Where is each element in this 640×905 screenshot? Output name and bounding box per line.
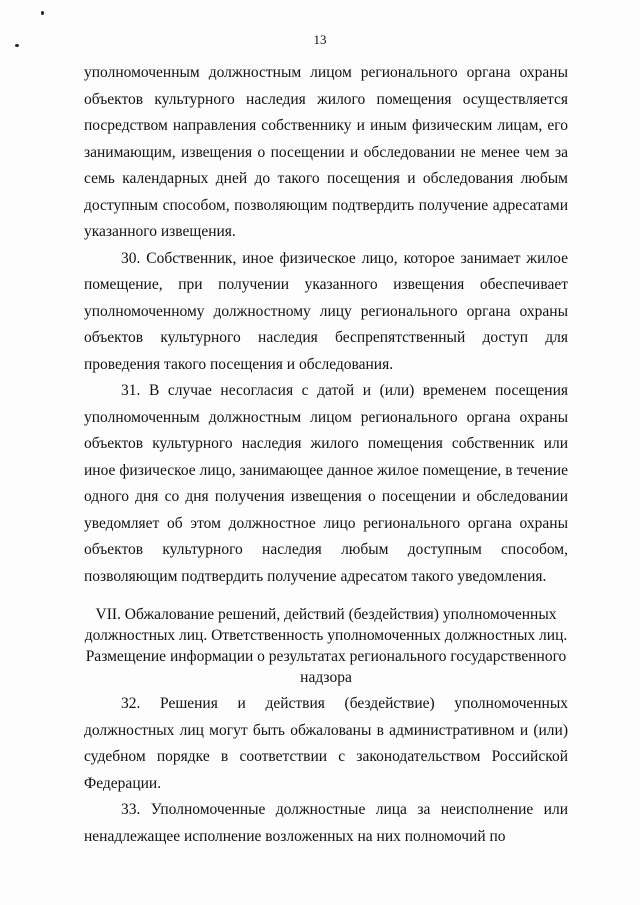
- body-text-lower: [84, 691, 568, 850]
- paragraph-32: 32. Решения и действия (бездействие) уполномоченных должностных лиц могут быть обжалованы в административном и (или) судебном порядке в соответствии с законодательством Российской Федерации.: [84, 695, 568, 792]
- paragraph-33: 33. Уполномоченные должностные лица за неисполнение или ненадлежащее исполнение возложенных на них полномочий по: [84, 801, 568, 845]
- section-heading: [84, 604, 568, 688]
- paragraph-31: 31. В случае несогласия с датой и (или) временем посещения уполномоченным должностным лицом регионального органа охраны объектов культурного наследия жилого помещения собственник или иное физическое лицо, занимающее данное жилое помещение, в течение одного дня со дня получения извещения о посещении и обследовании уведомляет об этом должностное лицо регионального органа охраны объектов культурного наследия любым доступным способом, позволяющим подтвердить получение адресатом такого уведомления.: [84, 382, 568, 585]
- section-heading-line: VII. Обжалование решений, действий (бездействия) уполномоченных: [95, 606, 557, 623]
- body-text-upper: [84, 60, 568, 590]
- section-heading-line: надзора: [300, 669, 352, 686]
- section-heading-line: Размещение информации о результатах регионального государственного: [85, 648, 567, 665]
- paragraph-30: 30. Собственник, иное физическое лицо, которое занимает жилое помещение, при получении указанного извещения обеспечивает уполномоченному должностному лицу регионального органа охраны объектов культурного наследия беспрепятственный доступ для проведения такого посещения и обследования.: [84, 249, 568, 373]
- section-heading-line: должностных лиц. Ответственность уполномоченных должностных лиц.: [84, 627, 568, 644]
- paragraph-continued: уполномоченным должностным лицом регионального органа охраны объектов культурного наследия жилого помещения осуществляется посредством направления собственнику и иным физическим лицам, его занимающим, извещения о посещении и обследовании не менее чем за семь календарных дней до такого посещения и обследования любым доступным способом, позволяющим подтвердить получение адресатами указанного извещения.: [84, 64, 568, 240]
- scan-speck: [41, 11, 44, 15]
- page-number: 13: [313, 32, 327, 47]
